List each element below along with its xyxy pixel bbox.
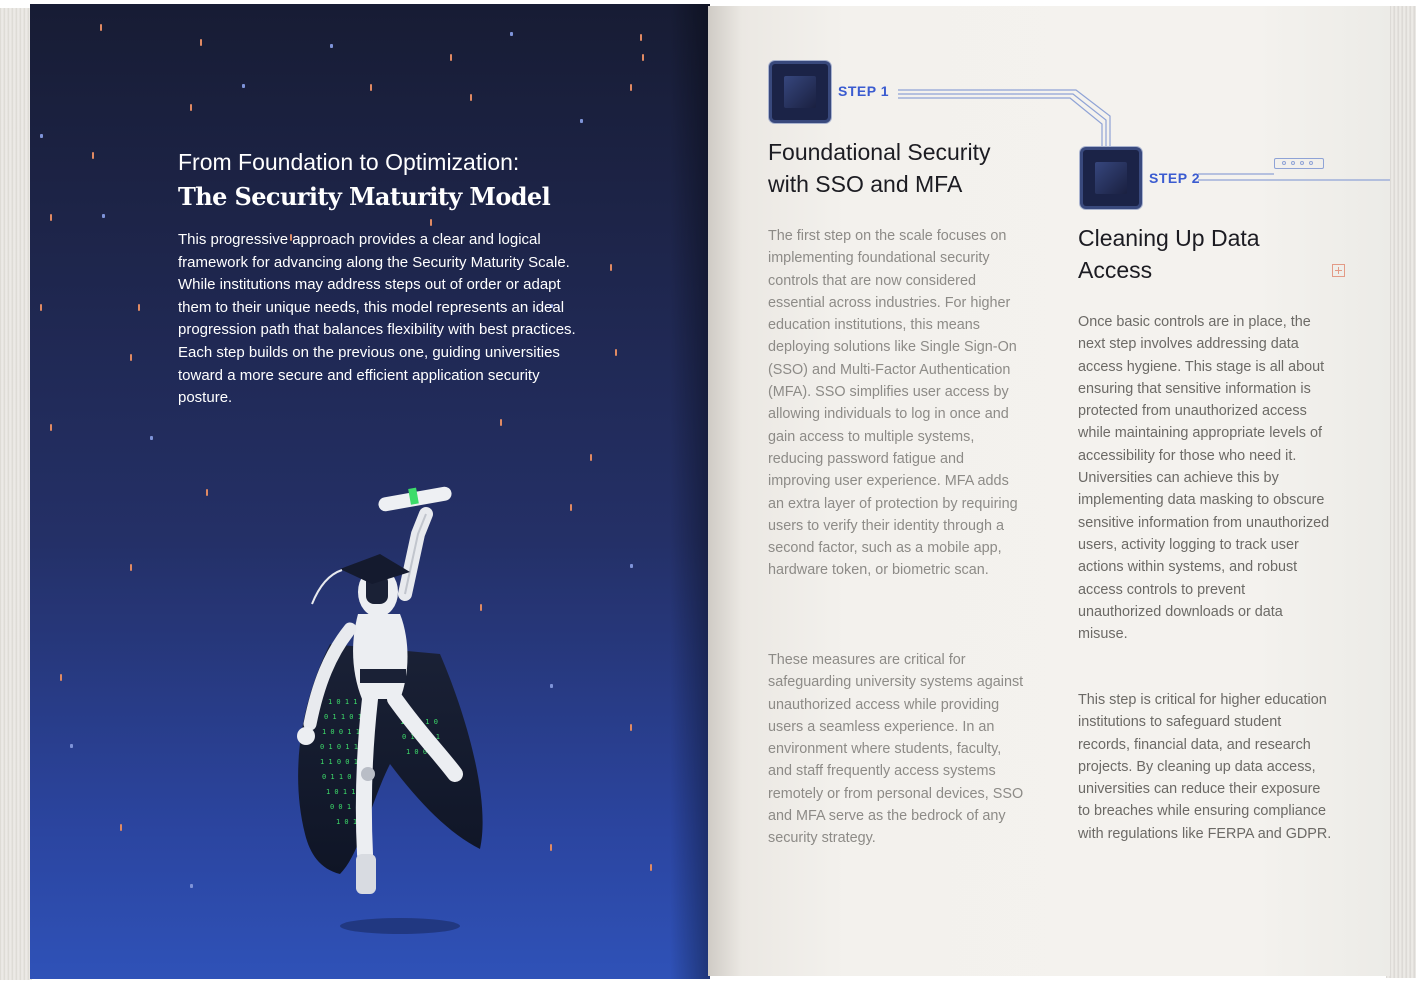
- step2-title-line1: Cleaning Up Data: [1078, 225, 1260, 251]
- star-2: [330, 44, 333, 48]
- star-37: [70, 744, 73, 748]
- step1-title: [768, 136, 1068, 200]
- left-page: [30, 4, 710, 979]
- step2-paragraph-1: Once basic controls are in place, the next step involves addressing data access hygiene. This stage is all about ensuring that sensitive information is protected from unauthorized access while maintaining appropriate levels of accessibility for those who need it. Universities can achieve this by implementing data masking to obscure sensitive information from unauthorized users, activity logging to track user actions within systems, and robust access controls to prevent unauthorized downloads or data misuse.: [1078, 314, 1330, 643]
- star-4: [510, 32, 513, 36]
- star-18: [430, 219, 432, 226]
- svg-text:1 0 1 1 0: 1 0 1 1 0: [400, 718, 438, 726]
- star-30: [570, 504, 572, 511]
- star-27: [500, 419, 502, 426]
- step1-paragraph-2: These measures are critical for safeguarding university systems against unauthorized access while providing users a seamless experience. In an environment where students, faculty, and staff frequently access systems remotely or from personal devices, SSO and MFA serve as the bedrock of any security strategy.: [768, 652, 1024, 847]
- star-11: [470, 94, 472, 101]
- plus-icon: [1332, 264, 1345, 277]
- star-26: [150, 436, 153, 440]
- svg-text:1 0 1 1 0: 1 0 1 1 0: [328, 698, 366, 706]
- svg-text:0 0 1: 0 0 1: [330, 803, 352, 811]
- svg-text:1 0 1 1: 1 0 1 1: [326, 788, 356, 796]
- svg-text:0 1 1 0 1: 0 1 1 0 1: [402, 733, 440, 741]
- star-36: [630, 724, 632, 731]
- star-5: [642, 54, 644, 61]
- star-40: [650, 864, 652, 871]
- step1-label: STEP 1: [838, 83, 889, 99]
- page-heading: From Foundation to Optimization:: [178, 149, 520, 175]
- star-35: [550, 684, 553, 688]
- step1-chip-icon: [772, 64, 828, 120]
- svg-text:0 1 1 0: 0 1 1 0: [322, 773, 352, 781]
- star-39: [550, 844, 552, 851]
- star-3: [450, 54, 452, 61]
- step1-title-line2: with SSO and MFA: [768, 171, 963, 197]
- book-left-edge: [0, 8, 32, 980]
- step2-paragraph-2: This step is critical for higher education institutions to safeguard student records, financial data, and research projects. By cleaning up data access, universities can reduce their exposure to breaches while ensuring compliance with regulations like FERPA and GDPR.: [1078, 692, 1332, 842]
- book-right-edge: [1386, 6, 1416, 978]
- star-21: [138, 304, 140, 311]
- step1-title-line1: Foundational Security: [768, 139, 991, 165]
- star-9: [242, 84, 245, 88]
- star-6: [40, 134, 43, 138]
- star-0: [100, 24, 102, 31]
- step2-chip-icon: [1083, 150, 1139, 206]
- page-subheading: The Security Maturity Model: [178, 182, 551, 211]
- intro-paragraph: This progressive approach provides a clear and logical framework for advancing along the Security Maturity Scale. While institutions may address steps out of order or adapt them to their unique needs, this model represents an ideal progression path that balances flexibility with best practices. Each step builds on the previous one, guiding universities toward a more secure and efficient application security posture.: [178, 231, 576, 407]
- star-25: [50, 424, 52, 431]
- step2-title: [1078, 222, 1338, 286]
- right-page: [708, 6, 1390, 976]
- step2-title-line2: Access: [1078, 257, 1153, 283]
- star-1: [200, 39, 202, 46]
- star-29: [206, 489, 208, 496]
- svg-text:1 0 1: 1 0 1: [336, 818, 358, 826]
- star-24: [615, 349, 617, 356]
- star-41: [190, 884, 193, 888]
- graduate-robot-illustration: [250, 474, 510, 944]
- star-10: [370, 84, 372, 91]
- connector-dots-icon: [1274, 158, 1324, 169]
- star-20: [40, 304, 42, 311]
- star-32: [630, 564, 633, 568]
- step2-label: STEP 2: [1149, 170, 1200, 186]
- svg-text:1 0 0 1 1 0: 1 0 0 1 1 0: [322, 728, 369, 736]
- svg-text:0 1 0 1 1: 0 1 0 1 1: [320, 743, 358, 751]
- svg-text:0 1 1 0 1 0: 0 1 1 0 1 0: [324, 713, 371, 721]
- svg-text:1 0 0 1: 1 0 0 1: [406, 748, 436, 756]
- star-15: [50, 214, 52, 221]
- star-12: [580, 119, 583, 123]
- star-13: [630, 84, 632, 91]
- step1-paragraph-1: The first step on the scale focuses on implementing foundational security controls that are now considered essential across industries. For higher education institutions, this means deploying solutions like Single Sign-On (SSO) and Multi-Factor Authentication (MFA). SSO simplifies user access by allowing individuals to log in once and gain access to multiple systems, reducing password fatigue and improving user experience. MFA adds an extra layer of protection by requiring users to verify their identity through a second factor, such as a mobile app, hardware token, or biometric scan.: [768, 228, 1018, 579]
- svg-text:1 1 0 0 1: 1 1 0 0 1: [320, 758, 358, 766]
- star-7: [92, 152, 94, 159]
- star-14: [640, 34, 642, 41]
- star-16: [102, 214, 105, 218]
- star-38: [120, 824, 122, 831]
- star-28: [590, 454, 592, 461]
- star-34: [60, 674, 62, 681]
- star-31: [130, 564, 132, 571]
- star-8: [190, 104, 192, 111]
- gutter-shadow: [670, 4, 710, 979]
- star-19: [610, 264, 612, 271]
- star-23: [130, 354, 132, 361]
